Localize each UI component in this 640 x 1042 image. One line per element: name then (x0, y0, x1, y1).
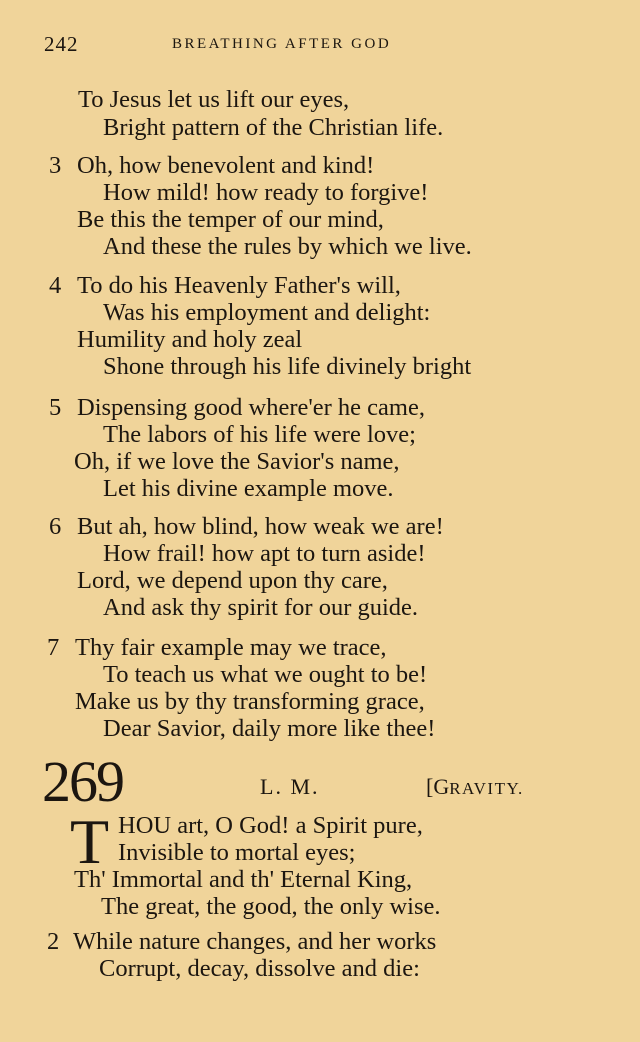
running-title: BREATHING AFTER GOD (172, 36, 392, 52)
verse-line: Dispensing good where'er he came, (77, 394, 425, 421)
verse-line: Humility and holy zeal (77, 326, 303, 353)
stanza-number: 2 (47, 928, 60, 955)
verse-line: To teach us what we ought to be! (103, 661, 428, 688)
verse-line: Make us by thy transforming grace, (75, 688, 425, 715)
verse-line: The great, the good, the only wise. (101, 893, 441, 920)
verse-line: Dear Savior, daily more like thee! (103, 715, 436, 742)
tune-name (426, 774, 524, 800)
verse-line: And ask thy spirit for our guide. (103, 594, 419, 621)
verse-line: The labors of his life were love; (103, 421, 416, 448)
verse-line: Thy fair example may we trace, (75, 634, 387, 661)
hymn-meter: L. M. (260, 774, 320, 799)
verse-line: To Jesus let us lift our eyes, (78, 86, 350, 113)
verse-line: While nature changes, and her works (73, 928, 437, 955)
verse-line: To do his Heavenly Father's will, (77, 272, 401, 299)
tune-initial: G (433, 774, 450, 799)
verse-line: Be this the temper of our mind, (77, 206, 384, 233)
hymn-heading (42, 749, 602, 814)
stanza-number: 5 (49, 394, 62, 421)
verse-line: HOU art, O God! a Spirit pure, (118, 812, 423, 839)
verse-line: Lord, we depend upon thy care, (77, 567, 388, 594)
page-header (44, 32, 564, 62)
verse-line: And these the rules by which we live. (103, 233, 472, 260)
verse-line: Was his employment and delight: (103, 299, 431, 326)
verse-line: Th' Immortal and th' Eternal King, (74, 866, 413, 893)
verse-line: But ah, how blind, how weak we are! (77, 513, 444, 540)
stanza-number: 6 (49, 513, 62, 540)
drop-cap: T (70, 806, 110, 877)
verse-line: Oh, if we love the Savior's name, (74, 448, 400, 475)
tune-rest: RAVITY. (449, 779, 524, 798)
verse-line: How mild! how ready to forgive! (103, 179, 429, 206)
stanza-number: 4 (49, 272, 62, 299)
hymn-number: 269 (42, 749, 123, 814)
verse-line: Bright pattern of the Christian life. (103, 114, 444, 141)
verse-line: Shone through his life divinely bright (103, 353, 472, 380)
verse-line: Invisible to mortal eyes; (118, 839, 356, 866)
tune-bracket: [ (426, 774, 434, 799)
verse-line: Let his divine example move. (103, 475, 394, 502)
stanza-number: 7 (47, 634, 60, 661)
stanza-number: 3 (49, 152, 62, 179)
verse-line: Oh, how benevolent and kind! (77, 152, 375, 179)
verse-line: How frail! how apt to turn aside! (103, 540, 426, 567)
page-number: 242 (44, 32, 79, 56)
verse-line: Corrupt, decay, dissolve and die: (99, 955, 420, 982)
